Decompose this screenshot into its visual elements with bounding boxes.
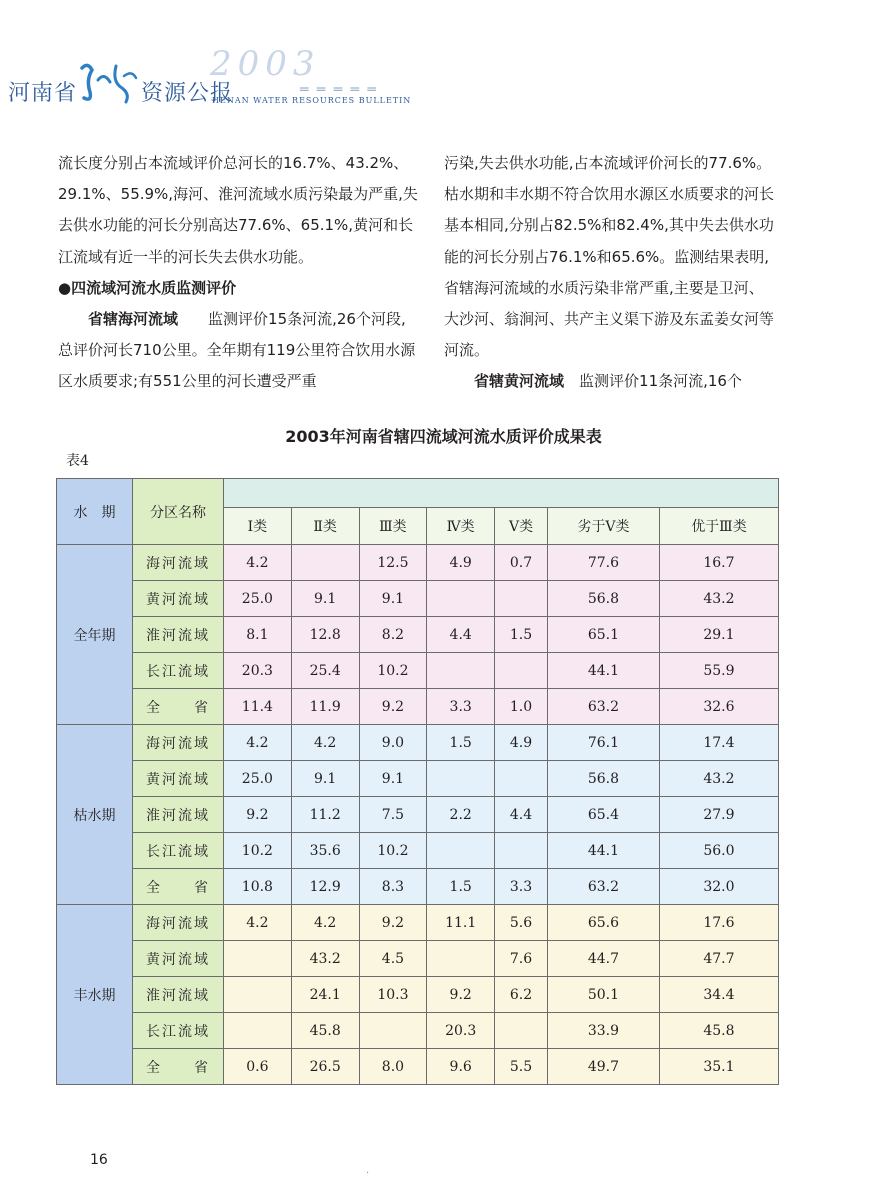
value-cell: 4.9 (427, 545, 495, 581)
value-cell: 44.7 (547, 941, 659, 977)
value-cell: 3.3 (495, 869, 548, 905)
value-cell (359, 1013, 427, 1049)
district-cell: 黄河流域 (133, 581, 224, 617)
value-cell: 4.9 (495, 725, 548, 761)
value-cell: 4.2 (291, 725, 359, 761)
value-cell: 3.3 (427, 689, 495, 725)
table-row (57, 797, 779, 833)
value-cell: 16.7 (659, 545, 778, 581)
value-cell: 27.9 (659, 797, 778, 833)
district-cell: 全 省 (133, 1049, 224, 1085)
value-cell: 10.8 (224, 869, 292, 905)
district-cell: 海河流域 (133, 545, 224, 581)
value-cell: 6.2 (495, 977, 548, 1013)
district-cell: 黄河流域 (133, 761, 224, 797)
value-cell: 7.5 (359, 797, 427, 833)
value-cell: 77.6 (547, 545, 659, 581)
value-cell (427, 761, 495, 797)
header-year: 2003 (210, 44, 321, 84)
table-row (57, 977, 779, 1013)
value-cell: 56.0 (659, 833, 778, 869)
value-cell: 65.1 (547, 617, 659, 653)
value-cell: 9.2 (224, 797, 292, 833)
value-cell: 63.2 (547, 689, 659, 725)
value-cell (495, 761, 548, 797)
value-cell: 65.6 (547, 905, 659, 941)
table-row (57, 581, 779, 617)
value-cell (427, 833, 495, 869)
table-title: 2003年河南省辖四流域河流水质评价成果表 (285, 427, 602, 446)
value-cell: 17.6 (659, 905, 778, 941)
value-cell: 47.7 (659, 941, 778, 977)
value-cell: 55.9 (659, 653, 778, 689)
value-cell: 12.9 (291, 869, 359, 905)
value-cell: 63.2 (547, 869, 659, 905)
value-cell: 20.3 (224, 653, 292, 689)
value-cell: 20.3 (427, 1013, 495, 1049)
value-cell: 9.1 (359, 581, 427, 617)
value-cell: 26.5 (291, 1049, 359, 1085)
value-cell: 56.8 (547, 761, 659, 797)
value-cell: 10.2 (359, 653, 427, 689)
value-cell: 10.3 (359, 977, 427, 1013)
header-subtitle: HENAN WATER RESOURCES BULLETIN (212, 96, 412, 105)
left-paragraph-2 (58, 304, 418, 398)
period-cell: 丰水期 (57, 905, 133, 1085)
value-cell: 1.5 (427, 869, 495, 905)
table-row (57, 833, 779, 869)
value-cell: 2.2 (427, 797, 495, 833)
value-cell: 12.5 (359, 545, 427, 581)
value-cell: 1.0 (495, 689, 548, 725)
header-class-1: Ⅰ类 (224, 508, 292, 545)
header-district: 分区名称 (133, 479, 224, 545)
value-cell: 43.2 (659, 581, 778, 617)
header-dash-decoration: ═ ═ ═ ═ ═ (300, 82, 378, 98)
value-cell: 11.2 (291, 797, 359, 833)
value-cell: 44.1 (547, 833, 659, 869)
value-cell: 4.2 (224, 725, 292, 761)
right-paragraph-2-lead: 省辖黄河流域 (474, 372, 565, 391)
value-cell: 50.1 (547, 977, 659, 1013)
value-cell: 10.2 (224, 833, 292, 869)
value-cell: 24.1 (291, 977, 359, 1013)
value-cell: 35.1 (659, 1049, 778, 1085)
left-paragraph-2-text: 监测评价15条河流,26个河段,总评价河长710公里。全年期有119公里符合饮用水源区水质要求;有551公里的河长遭受严重 (58, 310, 416, 391)
table-row (57, 689, 779, 725)
value-cell: 4.2 (291, 905, 359, 941)
value-cell: 1.5 (495, 617, 548, 653)
table-row (57, 545, 779, 581)
header-class-band (224, 479, 779, 508)
period-cell: 全年期 (57, 545, 133, 725)
right-column (444, 148, 774, 398)
district-cell: 淮河流域 (133, 977, 224, 1013)
value-cell (291, 545, 359, 581)
value-cell: 4.5 (359, 941, 427, 977)
table-row (57, 1049, 779, 1085)
value-cell: 8.1 (224, 617, 292, 653)
header-class-4: Ⅳ类 (427, 508, 495, 545)
left-section-heading: ●四流域河流水质监测评价 (58, 278, 237, 297)
value-cell: 65.4 (547, 797, 659, 833)
value-cell: 9.1 (359, 761, 427, 797)
table-row (57, 905, 779, 941)
value-cell: 0.6 (224, 1049, 292, 1085)
district-cell: 长江流域 (133, 1013, 224, 1049)
value-cell: 9.2 (427, 977, 495, 1013)
value-cell: 9.6 (427, 1049, 495, 1085)
value-cell: 17.4 (659, 725, 778, 761)
value-cell: 8.0 (359, 1049, 427, 1085)
value-cell: 10.2 (359, 833, 427, 869)
left-paragraph-1: 流长度分别占本流域评价总河长的16.7%、43.2%、29.1%、55.9%,海河、淮河流域水质污染最为严重,失去供水功能的河长分别高达77.6%、65.1%,黄河和长江流域有近一半的河长失去供水功能。 (58, 154, 418, 266)
value-cell (495, 581, 548, 617)
table-row (57, 725, 779, 761)
value-cell (224, 977, 292, 1013)
water-calligraphy-logo-icon (74, 58, 144, 108)
table-row (57, 869, 779, 905)
value-cell (495, 653, 548, 689)
value-cell: 4.2 (224, 905, 292, 941)
value-cell (427, 581, 495, 617)
page-header (0, 0, 887, 130)
value-cell: 9.2 (359, 689, 427, 725)
value-cell: 9.1 (291, 581, 359, 617)
value-cell: 11.1 (427, 905, 495, 941)
value-cell: 4.4 (495, 797, 548, 833)
table-row (57, 617, 779, 653)
period-cell: 枯水期 (57, 725, 133, 905)
table-row (57, 1013, 779, 1049)
value-cell (495, 833, 548, 869)
value-cell: 25.4 (291, 653, 359, 689)
value-cell: 32.0 (659, 869, 778, 905)
value-cell: 44.1 (547, 653, 659, 689)
district-cell: 长江流域 (133, 653, 224, 689)
value-cell: 76.1 (547, 725, 659, 761)
value-cell: 5.5 (495, 1049, 548, 1085)
page-dot-mark: · (366, 1168, 370, 1179)
value-cell: 9.1 (291, 761, 359, 797)
value-cell: 4.2 (224, 545, 292, 581)
left-paragraph-2-lead: 省辖海河流域 (88, 310, 179, 329)
header-title-post: 资源公报 (141, 81, 234, 106)
value-cell: 45.8 (659, 1013, 778, 1049)
value-cell: 25.0 (224, 761, 292, 797)
value-cell: 45.8 (291, 1013, 359, 1049)
left-column (58, 148, 418, 398)
table-row (57, 941, 779, 977)
value-cell: 43.2 (659, 761, 778, 797)
value-cell: 9.2 (359, 905, 427, 941)
district-cell: 全 省 (133, 869, 224, 905)
district-cell: 黄河流域 (133, 941, 224, 977)
value-cell (427, 653, 495, 689)
value-cell: 11.9 (291, 689, 359, 725)
table-label: 表4 (66, 453, 89, 469)
district-cell: 海河流域 (133, 905, 224, 941)
value-cell: 11.4 (224, 689, 292, 725)
value-cell: 49.7 (547, 1049, 659, 1085)
header-class-5: Ⅴ类 (495, 508, 548, 545)
table-row (57, 653, 779, 689)
value-cell: 1.5 (427, 725, 495, 761)
value-cell: 29.1 (659, 617, 778, 653)
header-class-3: Ⅲ类 (359, 508, 427, 545)
value-cell (495, 1013, 548, 1049)
header-title-pre: 河南省 (8, 81, 78, 106)
value-cell: 7.6 (495, 941, 548, 977)
header-period: 水 期 (57, 479, 133, 545)
value-cell: 12.8 (291, 617, 359, 653)
value-cell (427, 941, 495, 977)
value-cell: 43.2 (291, 941, 359, 977)
value-cell: 4.4 (427, 617, 495, 653)
value-cell: 0.7 (495, 545, 548, 581)
value-cell (224, 1013, 292, 1049)
header-class-7: 优于Ⅲ类 (659, 508, 778, 545)
value-cell: 32.6 (659, 689, 778, 725)
value-cell: 25.0 (224, 581, 292, 617)
right-paragraph-2 (444, 366, 774, 397)
table-row (57, 761, 779, 797)
right-paragraph-1: 污染,失去供水功能,占本流域评价河长的77.6%。枯水期和丰水期不符合饮用水源区水质要求的河长基本相同,分别占82.5%和82.4%,其中失去供水功能的河长分别占76.1%和65.6%。监测结果表明,省辖海河流域的水质污染非常严重,主要是卫河、大沙河、翁涧河、共产主义渠下游及东孟姜女河等河流。 (444, 154, 775, 360)
value-cell (224, 941, 292, 977)
value-cell: 34.4 (659, 977, 778, 1013)
right-paragraph-2-text: 监测评价11条河流,16个 (579, 372, 742, 391)
value-cell: 9.0 (359, 725, 427, 761)
district-cell: 海河流域 (133, 725, 224, 761)
district-cell: 长江流域 (133, 833, 224, 869)
value-cell: 5.6 (495, 905, 548, 941)
district-cell: 淮河流域 (133, 617, 224, 653)
district-cell: 淮河流域 (133, 797, 224, 833)
page-number: 16 (90, 1152, 108, 1168)
value-cell: 8.2 (359, 617, 427, 653)
district-cell: 全 省 (133, 689, 224, 725)
header-class-2: Ⅱ类 (291, 508, 359, 545)
value-cell: 33.9 (547, 1013, 659, 1049)
value-cell: 35.6 (291, 833, 359, 869)
value-cell: 8.3 (359, 869, 427, 905)
value-cell: 56.8 (547, 581, 659, 617)
header-class-6: 劣于Ⅴ类 (547, 508, 659, 545)
water-quality-table (56, 478, 779, 1085)
